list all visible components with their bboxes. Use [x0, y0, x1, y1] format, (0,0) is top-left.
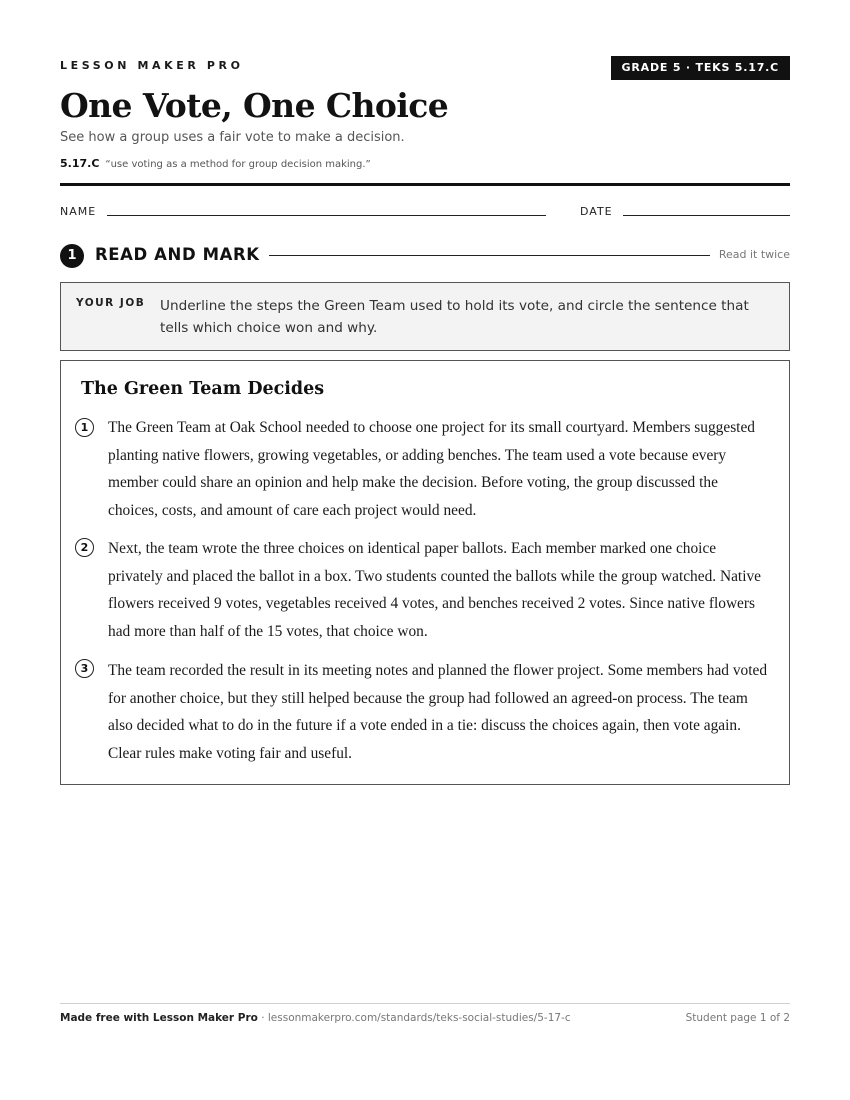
worksheet-page — [60, 0, 790, 1100]
paragraph-number-badge: 1 — [75, 418, 94, 437]
name-label: NAME — [60, 205, 97, 218]
footer-made-with: Made free with Lesson Maker Pro — [60, 1012, 258, 1024]
page-title: One Vote, One Choice — [60, 86, 449, 125]
footer-credit — [60, 1012, 571, 1024]
reading-passage — [60, 360, 790, 785]
section-header — [60, 243, 790, 269]
standard-code: 5.17.C — [60, 157, 100, 170]
header-divider — [60, 183, 790, 186]
page-indicator: Student page 1 of 2 — [685, 1012, 790, 1024]
brand-name: LESSON MAKER PRO — [60, 59, 244, 72]
top-bar — [60, 56, 790, 80]
footer-divider — [60, 1003, 790, 1004]
passage-paragraph: Next, the team wrote the three choices on identical paper ballots. Each member marked one choice privately and placed the ballot in a box. Two students counted the ballots while the group watched. Native flowers received 9 votes, vegetables received 4 votes, and benches received 2 votes. Since native flowers had more than half of the 15 votes, that choice won. — [108, 540, 761, 640]
grade-badge: GRADE 5 · TEKS 5.17.C — [611, 56, 790, 80]
paragraph-number-badge: 3 — [75, 659, 94, 678]
standard-line — [60, 157, 371, 170]
date-label: DATE — [580, 205, 613, 218]
your-job-label: YOUR JOB — [76, 297, 146, 309]
your-job-box — [60, 282, 790, 351]
name-field-line[interactable] — [107, 215, 546, 216]
page-subtitle: See how a group uses a fair vote to make a decision. — [60, 130, 405, 145]
passage-title: The Green Team Decides — [81, 379, 325, 399]
section-title: READ AND MARK — [95, 245, 260, 264]
section-rule — [269, 255, 710, 256]
date-field-line[interactable] — [623, 215, 790, 216]
your-job-instructions: Underline the steps the Green Team used to hold its vote, and circle the sentence that tells which choice won and why. — [160, 298, 749, 336]
section-note: Read it twice — [718, 248, 790, 261]
footer-link[interactable]: · lessonmakerpro.com/standards/teks-social-studies/5-17-c — [257, 1012, 571, 1024]
passage-paragraph: The team recorded the result in its meeting notes and planned the flower project. Some members had voted for another choice, but they still helped because the group had followed an agreed-on process. The team also decided what to do in the future if a vote ended in a tie: discuss the choices again, then vote again. Clear rules make voting fair and useful. — [108, 662, 768, 762]
standard-text: “use voting as a method for group decision making.” — [105, 159, 371, 170]
paragraph-number-badge: 2 — [75, 538, 94, 557]
passage-paragraph: The Green Team at Oak School needed to choose one project for its small courtyard. Members suggested planting native flowers, growing vegetables, or adding benches. The team used a vote because every member could share an opinion and help make the decision. Before voting, the group discussed the choices, costs, and amount of care each project would need. — [108, 419, 755, 519]
section-number-badge: 1 — [60, 244, 84, 268]
